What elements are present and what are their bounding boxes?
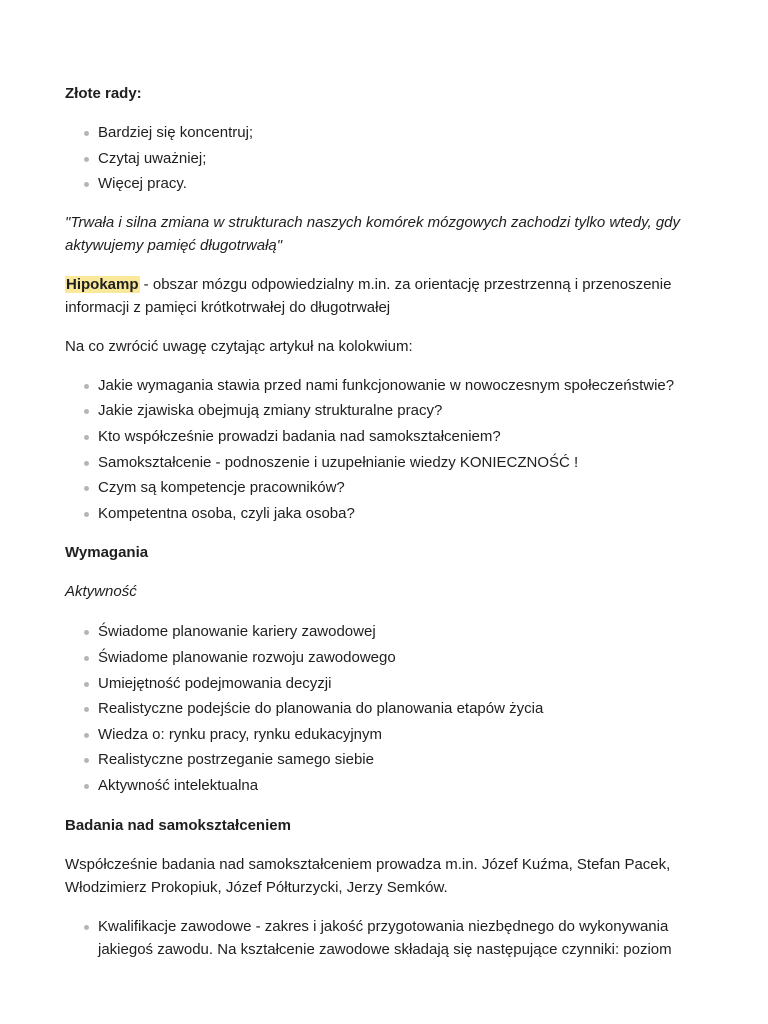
list-item: Bardziej się koncentruj; xyxy=(98,121,705,147)
qualifications-list xyxy=(65,915,705,961)
article-questions-list xyxy=(65,374,705,528)
hipokamp-definition: - obszar mózgu odpowiedzialny m.in. za orientację przestrzenną i przenoszenie informacji z pamięci krótkotrwałej do długotrwałej xyxy=(65,275,672,316)
list-item: Realistyczne podejście do planowania do planowania etapów życia xyxy=(98,697,705,723)
list-item: Świadome planowanie kariery zawodowej xyxy=(98,620,705,646)
list-item: Aktywność intelektualna xyxy=(98,774,705,800)
list-item: Jakie wymagania stawia przed nami funkcjonowanie w nowoczesnym społeczeństwie? xyxy=(98,374,705,400)
section-heading-badania: Badania nad samokształceniem xyxy=(65,816,291,834)
section-heading-wymagania: Wymagania xyxy=(65,544,149,562)
requirements-list xyxy=(65,620,705,799)
badania-paragraph: Współcześnie badania nad samokształceniem prowadza m.in. Józef Kuźma, Stefan Pacek, Włodzimierz Prokopiuk, Józef Półturzycki, Jerzy Semków. xyxy=(65,855,671,896)
tips-list xyxy=(65,121,705,198)
list-item: Jakie zjawiska obejmują zmiany strukturalne pracy? xyxy=(98,399,705,425)
subheading-aktywnosc: Aktywność xyxy=(65,583,137,601)
list-item: Więcej pracy. xyxy=(98,172,705,198)
list-item: Umiejętność podejmowania decyzji xyxy=(98,672,705,698)
list-item: Realistyczne postrzeganie samego siebie xyxy=(98,748,705,774)
list-item: Czym są kompetencje pracowników? xyxy=(98,476,705,502)
quote-paragraph: "Trwała i silna zmiana w strukturach naszych komórek mózgowych zachodzi tylko wtedy, gdy aktywujemy pamięć długotrwałą" xyxy=(65,213,680,254)
hipokamp-paragraph xyxy=(65,273,705,319)
article-intro: Na co zwrócić uwagę czytając artykuł na kolokwium: xyxy=(65,337,413,355)
list-item: Samokształcenie - podnoszenie i uzupełnianie wiedzy KONIECZNOŚĆ ! xyxy=(98,451,705,477)
list-item: Świadome planowanie rozwoju zawodowego xyxy=(98,646,705,672)
list-item: Czytaj uważniej; xyxy=(98,147,705,173)
list-item: Kompetentna osoba, czyli jaka osoba? xyxy=(98,502,705,528)
list-item: Kwalifikacje zawodowe - zakres i jakość przygotowania niezbędnego do wykonywania jakiegoś zawodu. Na kształcenie zawodowe składają się następujące czynniki: poziom xyxy=(98,915,705,961)
highlighted-term: Hipokamp xyxy=(66,275,139,293)
list-item: Kto współcześnie prowadzi badania nad samokształceniem? xyxy=(98,425,705,451)
list-item: Wiedza o: rynku pracy, rynku edukacyjnym xyxy=(98,723,705,749)
section-heading-zlote-rady: Złote rady: xyxy=(65,85,142,102)
